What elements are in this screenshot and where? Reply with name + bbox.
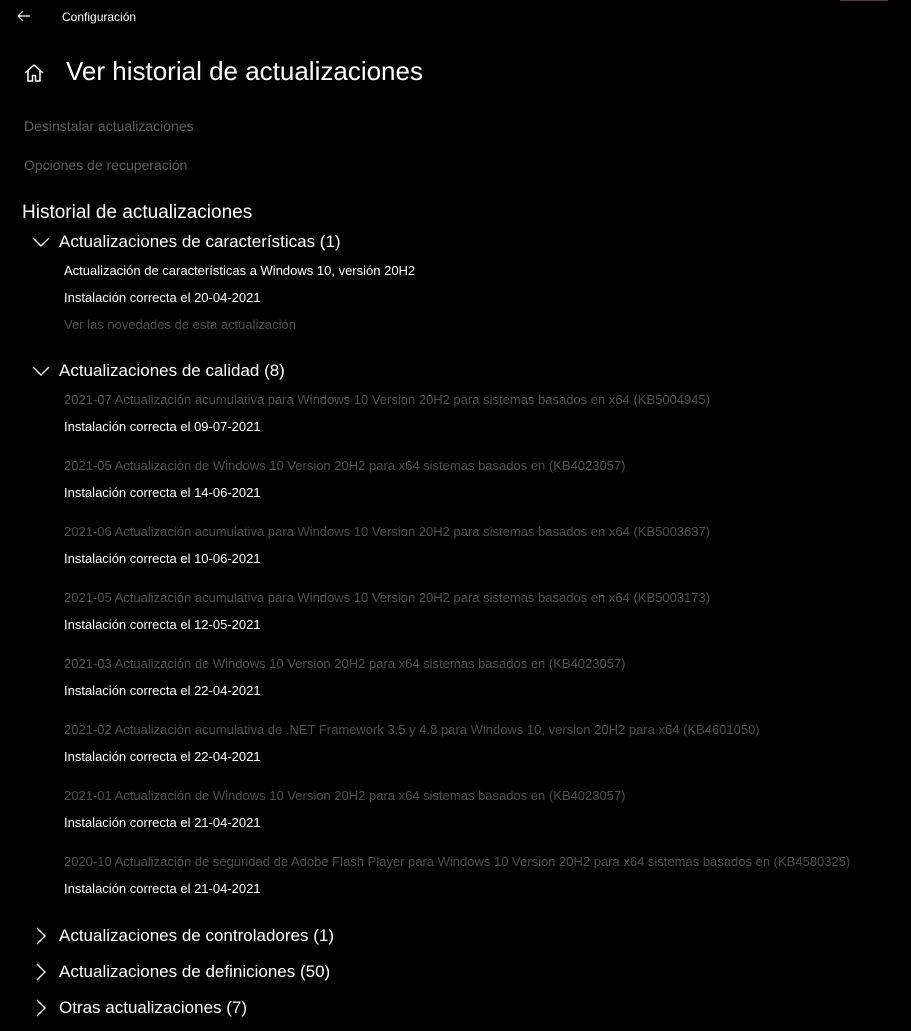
quality-update-link[interactable]: 2021-05 Actualización de Windows 10 Version 20H2 para x64 sistemas basados en (KB4023057) [64,458,626,473]
chevron-down-icon [30,360,52,382]
other-updates-toggle[interactable] [30,996,247,1020]
quality-update-status: Instalación correcta el 21-04-2021 [64,881,261,896]
other-updates-label: Otras actualizaciones (7) [59,998,248,1017]
quality-update-status: Instalación correcta el 12-05-2021 [64,617,261,632]
quality-update-link[interactable]: 2021-05 Actualización acumulativa para Windows 10 Version 20H2 para sistemas basados en x64 (KB5003173) [64,590,711,605]
quality-update-link[interactable]: 2021-03 Actualización de Windows 10 Version 20H2 para x64 sistemas basados en (KB4023057) [64,656,626,671]
definition-updates-label: Actualizaciones de definiciones (50) [59,962,331,981]
accent-bar [840,0,888,1]
quality-update-status: Instalación correcta el 22-04-2021 [64,683,261,698]
quality-update-status: Instalación correcta el 22-04-2021 [64,749,261,764]
driver-updates-toggle[interactable] [30,924,334,948]
chevron-right-icon [30,925,52,947]
quality-update-status: Instalación correcta el 21-04-2021 [64,815,261,830]
recovery-options-link[interactable]: Opciones de recuperación [24,157,188,173]
page-title: Ver historial de actualizaciones [66,56,423,86]
title-bar [0,0,911,32]
app-title: Configuración [62,10,137,24]
back-button[interactable] [10,4,38,28]
back-arrow-icon [17,10,31,22]
quality-update-link[interactable]: 2021-02 Actualización acumulativa de .NET Framework 3.5 y 4.8 para Windows 10, version 20H2 para x64 (KB4601050) [64,722,760,737]
driver-updates-label: Actualizaciones de controladores (1) [59,926,334,945]
quality-update-link[interactable]: 2020-10 Actualización de seguridad de Adobe Flash Player para Windows 10 Version 20H2 para x64 sistemas basados en (KB4580325) [64,854,851,869]
quality-update-link[interactable]: 2021-07 Actualización acumulativa para Windows 10 Version 20H2 para sistemas basados en x64 (KB5004945) [64,392,711,407]
quality-update-status: Instalación correcta el 10-06-2021 [64,551,261,566]
quality-update-link[interactable]: 2021-06 Actualización acumulativa para Windows 10 Version 20H2 para sistemas basados en x64 (KB5003637) [64,524,711,539]
chevron-down-icon [30,231,52,253]
uninstall-updates-link[interactable]: Desinstalar actualizaciones [24,118,194,134]
quality-update-status: Instalación correcta el 14-06-2021 [64,485,261,500]
quality-updates-toggle[interactable] [30,359,285,383]
feature-updates-toggle[interactable] [30,230,341,254]
quality-update-status: Instalación correcta el 09-07-2021 [64,419,261,434]
home-icon[interactable] [22,61,46,85]
chevron-right-icon [30,997,52,1019]
chevron-right-icon [30,961,52,983]
whats-new-link[interactable]: Ver las novedades de esta actualización [64,317,296,332]
definition-updates-toggle[interactable] [30,960,330,984]
feature-update-name: Actualización de características a Windows 10, versión 20H2 [64,263,416,278]
feature-updates-label: Actualizaciones de características (1) [59,232,341,251]
quality-update-link[interactable]: 2021-01 Actualización de Windows 10 Version 20H2 para x64 sistemas basados en (KB4023057) [64,788,626,803]
quality-updates-label: Actualizaciones de calidad (8) [59,361,285,380]
history-section-title: Historial de actualizaciones [22,202,253,223]
feature-update-status: Instalación correcta el 20-04-2021 [64,290,261,305]
